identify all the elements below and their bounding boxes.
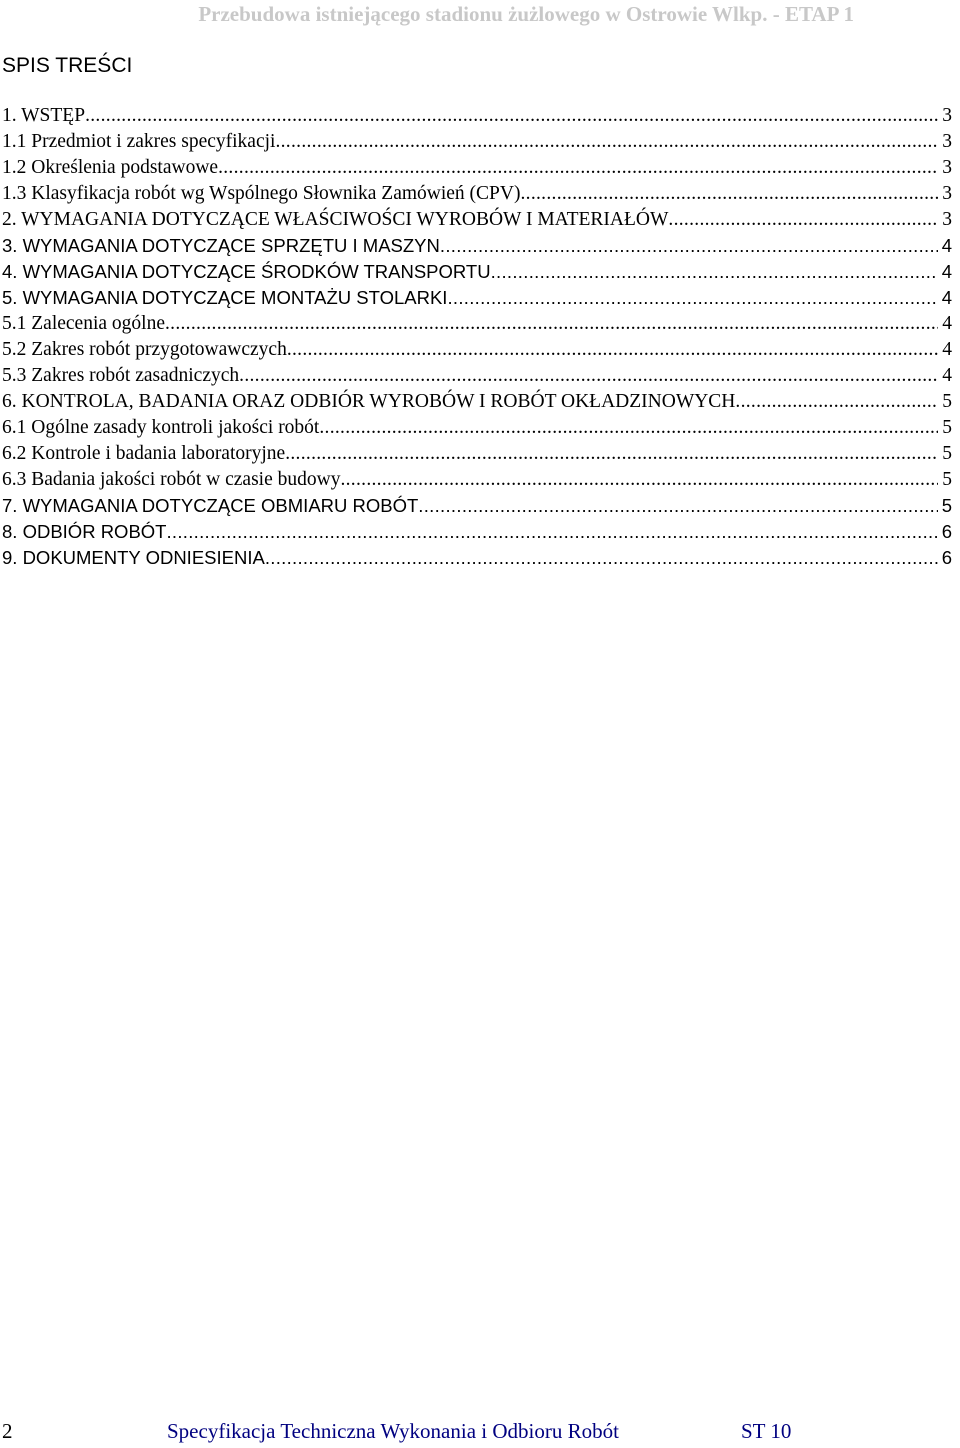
toc-entry-label: 6.1 Ogólne zasady kontroli jakości robót [2,417,320,438]
toc-entry-label: 9. DOKUMENTY ODNIESIENIA [2,547,265,568]
toc-dot-leader [165,311,938,337]
toc-dot-leader [491,259,938,285]
toc-entry-label: 2. WYMAGANIA DOTYCZĄCE WŁAŚCIWOŚCI WYROBÓW I MATERIAŁÓW [2,209,669,230]
toc-dot-leader [218,155,938,181]
toc-entry-label: 1.3 Klasyfikacja robót wg Wspólnego Słownika Zamówień (CPV) [2,183,521,204]
toc-dot-leader [418,493,937,519]
toc-entry-page-number: 5 [942,391,952,412]
toc-entry[interactable] [2,441,952,467]
toc-dot-leader [440,233,938,259]
footer-spec-code: ST 10 [741,1419,792,1443]
toc-entry[interactable] [2,467,952,493]
toc-entry-label: 5.3 Zakres robót zasadniczych [2,365,240,386]
toc-dot-leader [275,129,938,155]
toc-entry[interactable] [2,259,952,285]
toc-entry-label: 6.2 Kontrole i badania laboratoryjne [2,443,286,464]
running-footer [0,1416,960,1446]
running-header: Przebudowa istniejącego stadionu żużlowego w Ostrowie Wlkp. - ETAP 1 [198,2,854,26]
toc-entry[interactable] [2,493,952,519]
toc-dot-leader [340,467,938,493]
toc-entry[interactable] [2,519,952,545]
table-of-contents [2,103,952,571]
toc-entry-page-number: 6 [941,547,952,568]
toc-entry-label: 5.2 Zakres robót przygotowawczych [2,339,287,360]
toc-entry-label: 1.2 Określenia podstawowe [2,157,219,178]
toc-entry-label: 3. WYMAGANIA DOTYCZĄCE SPRZĘTU I MASZYN [2,235,440,256]
toc-entry-label: 1.1 Przedmiot i zakres specyfikacji [2,131,276,152]
toc-entry-page-number: 3 [942,209,952,230]
toc-entry[interactable] [2,181,952,207]
toc-entry[interactable] [2,129,952,155]
toc-entry[interactable] [2,545,952,571]
toc-entry[interactable] [2,311,952,337]
toc-entry-label: 6. KONTROLA, BADANIA ORAZ ODBIÓR WYROBÓW I ROBÓT OKŁADZINOWYCH [2,391,736,412]
toc-entry-page-number: 5 [941,495,952,516]
toc-entry-page-number: 6 [941,521,952,542]
toc-entry[interactable] [2,337,952,363]
toc-dot-leader [447,285,937,311]
toc-entry-label: 8. ODBIÓR ROBÓT [2,521,167,542]
toc-dot-leader [285,441,938,467]
toc-dot-leader [287,337,938,363]
toc-entry-page-number: 5 [942,443,952,464]
toc-entry-page-number: 3 [942,183,952,204]
footer-document-title: Specyfikacja Techniczna Wykonania i Odbioru Robót [167,1419,619,1443]
toc-entry-label: 4. WYMAGANIA DOTYCZĄCE ŚRODKÓW TRANSPORTU [2,261,491,282]
toc-entry-page-number: 3 [942,131,952,152]
toc-dot-leader [668,207,938,233]
toc-entry[interactable] [2,155,952,181]
toc-dot-leader [85,103,938,129]
toc-title: SPIS TREŚCI [2,54,133,77]
toc-entry[interactable] [2,389,952,415]
toc-entry[interactable] [2,207,952,233]
toc-entry-page-number: 5 [942,417,952,438]
toc-entry[interactable] [2,233,952,259]
toc-dot-leader [319,415,938,441]
toc-entry-label: 7. WYMAGANIA DOTYCZĄCE OBMIARU ROBÓT [2,495,419,516]
toc-entry-label: 1. WSTĘP [2,105,86,126]
toc-entry[interactable] [2,363,952,389]
toc-entry[interactable] [2,415,952,441]
toc-entry-page-number: 5 [942,469,952,490]
toc-entry-page-number: 3 [942,105,952,126]
toc-entry-label: 5. WYMAGANIA DOTYCZĄCE MONTAŻU STOLARKI [2,287,448,308]
toc-dot-leader [735,389,938,415]
toc-entry-page-number: 4 [942,313,952,334]
toc-entry-page-number: 4 [942,339,952,360]
toc-entry-page-number: 4 [941,235,952,256]
toc-entry-page-number: 4 [942,365,952,386]
footer-page-number: 2 [2,1419,13,1443]
toc-entry-page-number: 4 [941,261,952,282]
toc-dot-leader [265,545,938,571]
toc-dot-leader [166,519,937,545]
toc-entry-page-number: 3 [942,157,952,178]
toc-entry[interactable] [2,285,952,311]
toc-dot-leader [520,181,938,207]
toc-entry-label: 6.3 Badania jakości robót w czasie budowy [2,469,341,490]
toc-entry[interactable] [2,103,952,129]
toc-entry-label: 5.1 Zalecenia ogólne [2,313,165,334]
toc-entry-page-number: 4 [941,287,952,308]
toc-dot-leader [239,363,938,389]
